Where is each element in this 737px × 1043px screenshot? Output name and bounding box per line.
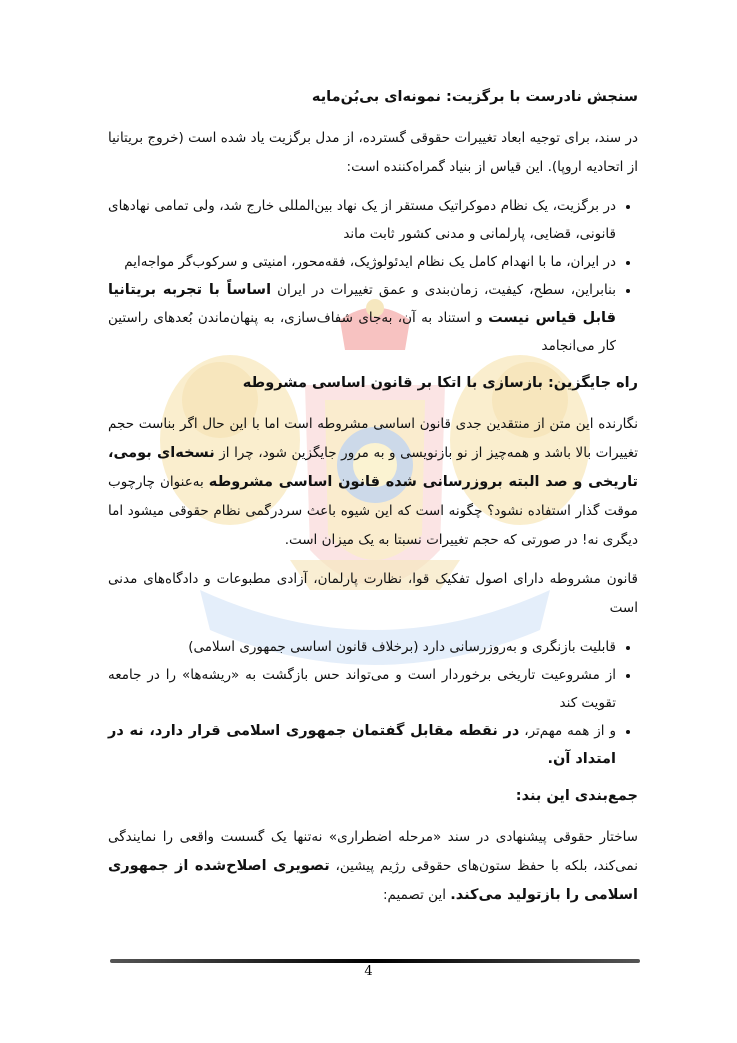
list-item: • از مشروعیت تاریخی برخوردار است و می‌تواند حس بازگشت به «ریشه‌ها» را در جامعه تقویت کند [108,661,616,717]
paragraph: نگارنده این متن از منتقدین جدی قانون اساسی مشروطه است اما با این حال اگر بناست حجم تغییرات بالا باشد و همه‌چیز از نو بازنویسی و به مرور جایگزین شود، چرا از نسخه‌ای بومی، تاریخی و صد البته بروزرسانی شده قانون اساسی مشروطه به‌عنوان چارچوب موقت گذار استفاده نشود؟ چگونه است که این شیوه باعث سردرگمی نظام حقوقی میشود اما دیگری نه! در صورتی که حجم تغییرات نسبتا به یک میزان است. [108,416,638,548]
paragraph: قانون مشروطه دارای اصول تفکیک قوا، نظارت پارلمان، آزادی مطبوعات و دادگاه‌های مدنی است [108,571,638,616]
page-number: 4 [364,964,373,979]
list-item: • در برگزیت، یک نظام دموکراتیک مستقر از یک نهاد بین‌المللی خارج شد، ولی تمامی نهادهای قانونی، قضایی، پارلمانی و مدنی کشور ثابت ماند [108,192,616,248]
bold-text: تصویری اصلاح‌شده از جمهوری اسلامی را بازتولید می‌کند. [108,858,638,903]
section-heading: راه جایگزین: بازسازی با اتکا بر قانون اساسی مشروطه [242,375,638,391]
bullet-list [108,192,638,360]
document-body [108,84,638,920]
list-item: • قابلیت بازنگری و به‌روزرسانی دارد (برخلاف قانون اساسی جمهوری اسلامی) [108,633,616,661]
bold-text: در نقطه مقابل گفتمان جمهوری اسلامی قرار دارد، نه در امتداد آن. [108,723,616,767]
list-item: • در ایران، ما با انهدام کامل یک نظام ایدئولوژیک، فقه‌محور، امنیتی و سرکوب‌گر مواجه‌ایم [108,248,616,276]
paragraph: ساختار حقوقی پیشنهادی در سند «مرحله اضطراری» نه‌تنها یک گسست واقعی را نمایندگی نمی‌کند، بلکه با حفظ ستون‌های حقوقی رژیم پیشین، تصویری اصلاح‌شده از جمهوری اسلامی را بازتولید می‌کند. این تصمیم: [108,829,638,903]
footer-rule [110,959,640,963]
bold-text: اساساً با تجربه بریتانیا قابل قیاس نیست [108,282,616,326]
bullet-list [108,633,638,773]
list-item: • بنابراین، سطح، کیفیت، زمان‌بندی و عمق تغییرات در ایران اساساً با تجربه بریتانیا قابل قیاس نیست و استناد به آن، به‌جای شفاف‌سازی، به پنهان‌ماندن بُعدهای راستین کار می‌انجامد [108,276,616,360]
paragraph: در سند، برای توجیه ابعاد تغییرات حقوقی گسترده، از مدل برگزیت یاد شده است (خروج بریتانیا از اتحادیه اروپا). این قیاس از بنیاد گمراه‌کننده است: [108,130,638,175]
section-heading: جمع‌بندی این بند: [515,788,638,804]
list-item: • و از همه مهم‌تر، در نقطه مقابل گفتمان جمهوری اسلامی قرار دارد، نه در امتداد آن. [108,717,616,773]
bold-text: نسخه‌ای بومی، تاریخی و صد البته بروزرسانی شده قانون اساسی مشروطه [108,445,638,490]
section-heading: سنجش نادرست با برگزیت: نمونه‌ای بی‌بُن‌مایه [311,89,638,105]
